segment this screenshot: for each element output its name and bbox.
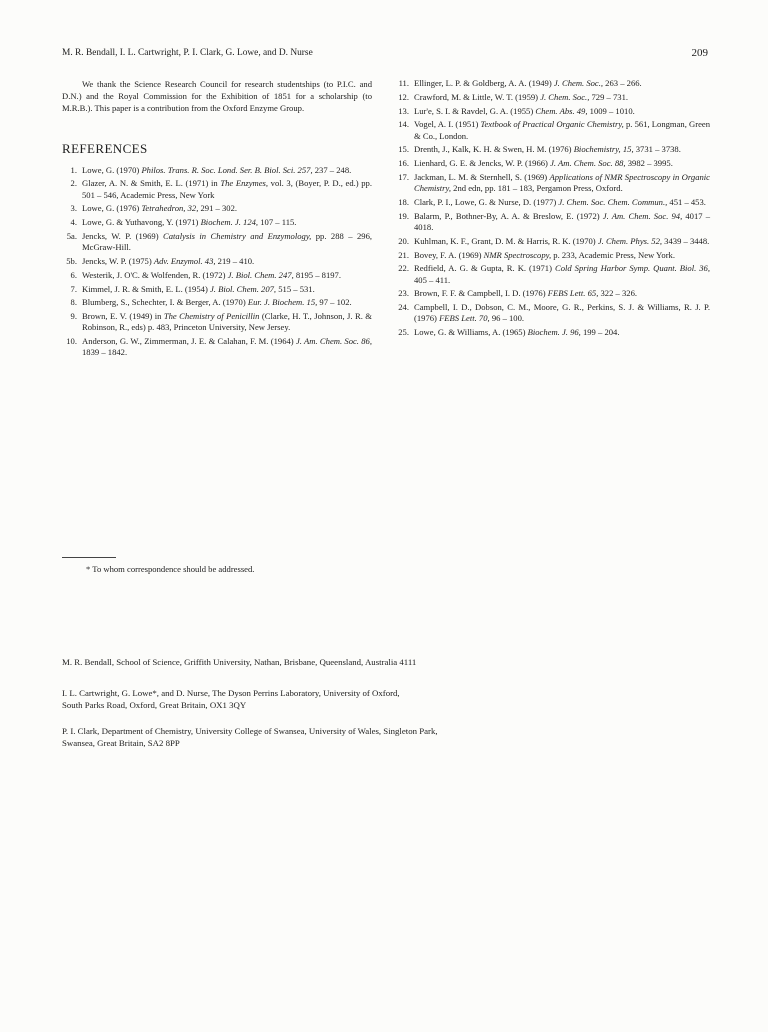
reference-authors: Redfield, A. G. & Gupta, R. K. (1971) <box>414 263 555 274</box>
reference-item <box>62 203 372 214</box>
reference-item <box>392 327 710 338</box>
reference-authors: Anderson, G. W., Zimmerman, J. E. & Calahan, F. M. (1964) <box>82 336 296 347</box>
reference-details: 3982 – 3995. <box>625 158 673 169</box>
reference-authors: Lur'e, S. I. & Ravdel, G. A. (1955) <box>414 105 536 116</box>
reference-authors: Lowe, G. & Williams, A. (1965) <box>414 327 528 338</box>
reference-details: 1009 – 1010. <box>587 105 635 116</box>
reference-list-right <box>392 78 710 338</box>
reference-source: The Chemistry of Penicillin <box>163 311 260 322</box>
footnote: * To whom correspondence should be addressed. <box>86 564 255 574</box>
reference-item <box>392 250 710 261</box>
reference-authors: Crawford, M. & Little, W. T. (1959) <box>414 91 541 102</box>
reference-source: Cold Spring Harbor Symp. Quant. Biol. 36, <box>554 263 710 274</box>
reference-authors: Clark, P. I., Lowe, G. & Nurse, D. (1977) <box>414 196 559 207</box>
reference-item <box>392 302 710 324</box>
reference-item <box>392 172 710 194</box>
reference-source: J. Biol. Chem. 247, <box>227 269 294 280</box>
reference-details: 97 – 102. <box>317 297 352 308</box>
reference-details: (Clarke, H. T., Johnson, J. R. & Robinson, R., eds) p. 483, Princeton University, New Jersey. <box>82 311 372 333</box>
reference-source: J. Am. Chem. Soc. 94, <box>602 210 683 221</box>
reference-number: 13. <box>398 105 409 116</box>
reference-details: 322 – 326. <box>598 288 638 299</box>
reference-source: J. Am. Chem. Soc. 88, <box>550 158 626 169</box>
reference-authors: Jencks, W. P. (1975) <box>82 256 154 266</box>
reference-source: Biochem. J. 96, <box>527 327 581 338</box>
reference-authors: Blumberg, S., Schechter, I. & Berger, A. (1970) <box>82 297 248 308</box>
reference-authors: Glazer, A. N. & Smith, E. L. (1971) in <box>82 178 221 189</box>
reference-source: FEBS Lett. 70, <box>439 313 490 324</box>
reference-details: p. 561, Longman, Green & Co., London. <box>414 119 711 141</box>
reference-source: Tetrahedron, 32, <box>141 203 199 214</box>
reference-authors: Lienhard, G. E. & Jencks, W. P. (1966) <box>414 158 551 169</box>
reference-list-left <box>62 165 372 359</box>
reference-number: 6. <box>70 269 77 280</box>
running-head-authors: M. R. Bendall, I. L. Cartwright, P. I. Clark, G. Lowe, and D. Nurse <box>62 48 313 58</box>
reference-details: 237 – 248. <box>312 164 352 175</box>
reference-item <box>392 144 710 155</box>
reference-number: 12. <box>398 91 409 102</box>
address-swansea <box>62 725 712 749</box>
reference-number: 10. <box>66 336 77 347</box>
reference-source: J. Chem. Soc., <box>540 91 590 102</box>
running-head <box>62 46 708 60</box>
reference-number: 9. <box>70 311 77 322</box>
reference-details: p. 233, Academic Press, New York. <box>551 249 676 260</box>
reference-authors: Jencks, W. P. (1969) <box>82 231 163 241</box>
reference-item <box>392 197 710 208</box>
reference-source: Textbook of Practical Organic Chemistry, <box>480 119 624 130</box>
address-swansea-line-1: P. I. Clark, Department of Chemistry, University College of Swansea, University of Wales, Singleton Park, <box>62 726 438 736</box>
reference-item <box>392 119 710 141</box>
reference-item <box>62 311 372 333</box>
reference-source: J. Chem. Phys. 52, <box>597 235 663 246</box>
reference-number: 2. <box>70 178 77 189</box>
reference-number: 15. <box>398 144 409 155</box>
references-heading: REFERENCES <box>62 140 148 156</box>
reference-item <box>392 158 710 169</box>
reference-authors: Kimmel, J. R. & Smith, E. L. (1954) <box>82 283 210 294</box>
reference-authors: Brown, E. V. (1949) in <box>82 311 164 322</box>
reference-number: 20. <box>398 235 409 246</box>
right-column <box>392 78 710 341</box>
reference-number: 25. <box>398 327 409 338</box>
reference-details: 263 – 266. <box>603 78 642 88</box>
reference-item <box>62 336 372 358</box>
reference-item <box>392 92 710 103</box>
address-swansea-line-2: Swansea, Great Britain, SA2 8PP <box>62 738 180 748</box>
address-oxford <box>62 687 712 711</box>
reference-item <box>392 78 710 89</box>
reference-item <box>392 263 710 285</box>
reference-item <box>392 288 710 299</box>
reference-item <box>62 217 372 228</box>
reference-authors: Jackman, L. M. & Sternhell, S. (1969) <box>414 171 550 182</box>
reference-details: 199 – 204. <box>580 327 620 338</box>
reference-authors: Lowe, G. (1976) <box>82 203 142 214</box>
reference-authors: Ellinger, L. P. & Goldberg, A. A. (1949) <box>414 78 554 88</box>
reference-authors: Brown, F. F. & Campbell, I. D. (1976) <box>414 288 548 299</box>
reference-source: Chem. Abs. 49, <box>535 105 588 116</box>
reference-authors: Drenth, J., Kalk, K. H. & Swen, H. M. (1976) <box>414 144 574 155</box>
reference-number: 4. <box>70 217 77 228</box>
reference-item <box>62 297 372 308</box>
reference-details: 107 – 115. <box>258 217 297 228</box>
reference-authors: Lowe, G. & Yuthavong, Y. (1971) <box>82 217 201 228</box>
reference-details: 3439 – 3448. <box>662 235 710 246</box>
reference-authors: Campbell, I. D., Dobson, C. M., Moore, G. R., Perkins, S. J. & Williams, R. J. P. (1976) <box>414 302 710 324</box>
reference-authors: Westerik, J. O'C. & Wolfenden, R. (1972) <box>82 269 228 280</box>
reference-source: J. Biol. Chem. 207, <box>209 283 277 294</box>
reference-source: Biochemistry, 15, <box>573 144 634 155</box>
reference-number: 8. <box>70 297 77 308</box>
reference-item <box>392 236 710 247</box>
reference-authors: Lowe, G. (1970) <box>82 164 142 175</box>
reference-source: Adv. Enzymol. 43, <box>153 256 216 266</box>
reference-number: 5b. <box>66 256 77 266</box>
reference-details: 729 – 731. <box>589 91 629 102</box>
reference-number: 21. <box>398 249 409 260</box>
reference-details: 219 – 410. <box>215 256 255 266</box>
acknowledgement-paragraph: We thank the Science Research Council for research studentships (to P.I.C. and D.N.) and the Royal Commission for the Exhibition of 1851 for a scholarship (to M.R.B.). This paper is a contribution from the Oxford Enzyme Group. <box>62 79 372 114</box>
address-oxford-line-1: I. L. Cartwright, G. Lowe*, and D. Nurse, The Dyson Perrins Laboratory, University of Oxford, <box>62 688 400 698</box>
reference-details: 3731 – 3738. <box>633 144 681 155</box>
left-column <box>62 78 372 361</box>
reference-source: J. Chem. Soc., <box>553 78 604 88</box>
reference-number: 1. <box>70 164 77 175</box>
reference-number: 11. <box>398 78 409 88</box>
reference-source: Catalysis in Chemistry and Enzymology, <box>163 231 312 241</box>
reference-source: The Enzymes, <box>220 178 269 189</box>
reference-item <box>62 231 372 253</box>
reference-details: 451 – 453. <box>667 196 706 207</box>
reference-details: 405 – 411. <box>414 274 451 285</box>
reference-details: 515 – 531. <box>276 283 315 294</box>
reference-number: 24. <box>398 302 409 313</box>
reference-source: Eur. J. Biochem. 15, <box>247 297 318 308</box>
reference-source: Biochem. J. 124, <box>200 217 259 228</box>
reference-source: J. Chem. Soc. Chem. Commun., <box>558 196 668 207</box>
reference-details: 1839 – 1842. <box>82 347 128 358</box>
reference-number: 19. <box>398 210 409 221</box>
footnote-rule <box>62 557 116 558</box>
reference-number: 18. <box>398 196 409 207</box>
reference-number: 7. <box>70 283 77 294</box>
reference-item <box>62 256 372 267</box>
reference-item <box>62 165 372 176</box>
reference-number: 23. <box>398 288 409 299</box>
reference-details: 4017 – 4018. <box>414 210 710 232</box>
reference-source: J. Am. Chem. Soc. 86, <box>295 336 372 347</box>
reference-details: 96 – 100. <box>489 313 525 324</box>
reference-details: 8195 – 8197. <box>293 269 341 280</box>
reference-details: vol. 3, (Boyer, P. D., ed.) pp. 501 – 546, Academic Press, New York <box>82 178 372 200</box>
reference-item <box>62 270 372 281</box>
reference-details: pp. 288 – 296, McGraw-Hill. <box>82 231 373 253</box>
reference-authors: Vogel, A. I. (1951) <box>414 119 481 130</box>
reference-details: 291 – 302. <box>198 203 238 214</box>
reference-item <box>62 178 372 200</box>
address-oxford-line-2: South Parks Road, Oxford, Great Britain, OX1 3QY <box>62 700 247 710</box>
reference-number: 16. <box>398 158 409 169</box>
reference-authors: Balarm, P., Bothner-By, A. A. & Breslow, E. (1972) <box>414 210 603 221</box>
reference-number: 3. <box>70 203 77 214</box>
address-bendall: M. R. Bendall, School of Science, Griffith University, Nathan, Brisbane, Queensland, Australia 4111 <box>62 657 417 667</box>
reference-details: 2nd edn, pp. 181 – 183, Pergamon Press, Oxford. <box>451 183 623 194</box>
reference-authors: Bovey, F. A. (1969) <box>414 249 484 260</box>
reference-source: NMR Spectroscopy, <box>483 249 552 260</box>
reference-source: FEBS Lett. 65, <box>547 288 599 299</box>
page-number: 209 <box>691 47 708 59</box>
reference-number: 5a. <box>66 231 77 241</box>
reference-number: 22. <box>398 263 409 274</box>
reference-source: Philos. Trans. R. Soc. Lond. Ser. B. Biol. Sci. 257, <box>141 164 313 175</box>
reference-item <box>392 106 710 117</box>
reference-number: 14. <box>398 119 409 130</box>
reference-item <box>392 211 710 233</box>
reference-authors: Kuhlman, K. F., Grant, D. M. & Harris, R. K. (1970) <box>414 235 598 246</box>
reference-number: 17. <box>398 171 409 182</box>
reference-item <box>62 284 372 295</box>
reference-source: Applications of NMR Spectroscopy in Organic Chemistry, <box>414 171 710 194</box>
